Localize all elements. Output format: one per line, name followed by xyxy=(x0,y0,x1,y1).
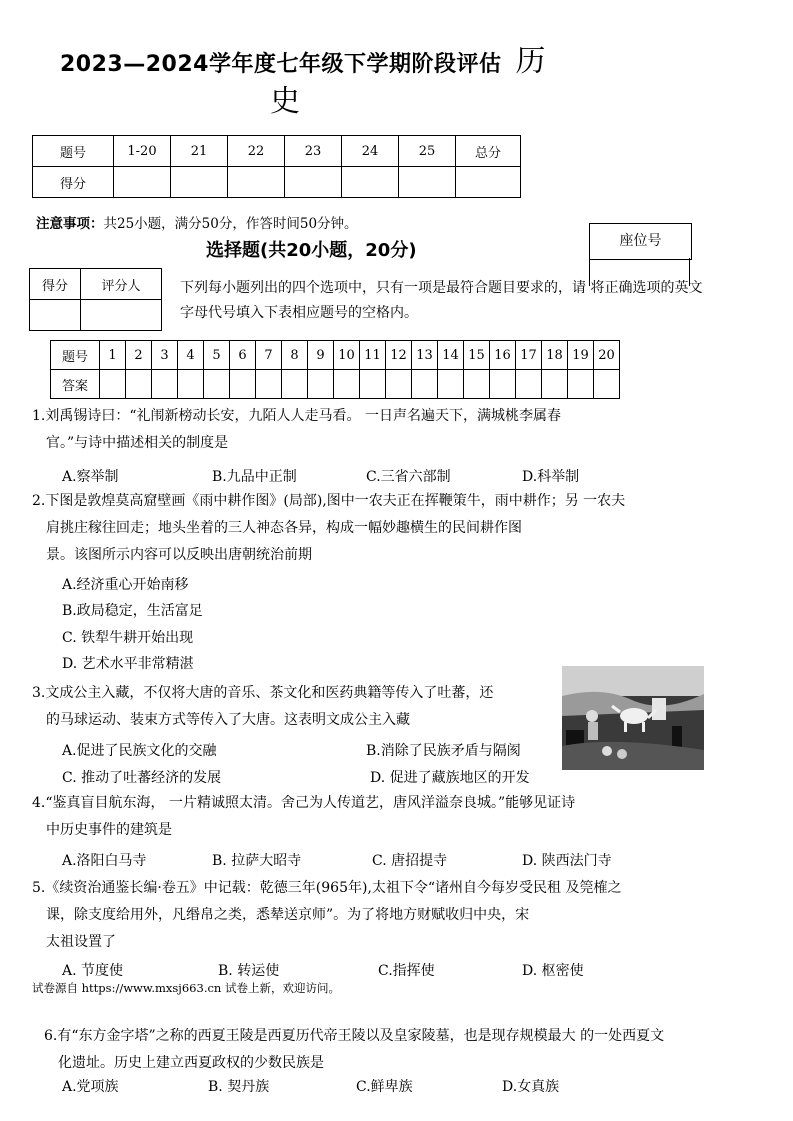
question-1-option-d[interactable]: D.科举制 xyxy=(522,469,580,485)
answer-blank-cell[interactable] xyxy=(204,370,230,399)
answer-number-cell: 9 xyxy=(308,341,334,370)
mural-image xyxy=(562,666,704,770)
answer-number-row xyxy=(51,341,620,370)
question-4-option-b[interactable]: B. 拉萨大昭寺 xyxy=(212,853,302,869)
score-blank[interactable] xyxy=(228,167,285,198)
answer-blank-cell[interactable] xyxy=(100,370,126,399)
question-2-option-a[interactable]: A.经济重心开始南移 xyxy=(62,577,189,593)
answer-blank-cell[interactable] xyxy=(126,370,152,399)
answer-row-label: 题号 xyxy=(51,341,100,370)
answer-blank-cell[interactable] xyxy=(594,370,620,399)
score-blank[interactable] xyxy=(114,167,171,198)
question-2-text: 景。该图所示内容可以反映出唐朝统治前期 xyxy=(46,547,312,563)
answer-blank-cell[interactable] xyxy=(256,370,282,399)
answer-number-cell: 20 xyxy=(594,341,620,370)
answer-number-cell: 17 xyxy=(516,341,542,370)
answer-number-cell: 8 xyxy=(282,341,308,370)
subject-part2: 史 xyxy=(270,84,300,119)
question-1-text: 1.刘禹锡诗曰：“礼闱新榜动长安，九陌人人走马看。 一日声名遍天下，满城桃李属春 xyxy=(32,408,561,424)
score-cell: 21 xyxy=(171,136,228,167)
question-6-option-a[interactable]: A.党项族 xyxy=(62,1079,119,1095)
subject-part1: 历 xyxy=(515,44,546,79)
score-blank[interactable] xyxy=(171,167,228,198)
answer-number-cell: 13 xyxy=(412,341,438,370)
question-5-option-b[interactable]: B. 转运使 xyxy=(218,963,280,979)
question-3-option-d[interactable]: D. 促进了藏族地区的开发 xyxy=(370,770,530,786)
question-5-option-d[interactable]: D. 枢密使 xyxy=(522,963,584,979)
grader-table xyxy=(29,268,162,331)
mural-illustration xyxy=(562,666,704,770)
question-1-option-a[interactable]: A.察举制 xyxy=(62,469,119,485)
title-text: 2023—2024学年度七年级下学期阶段评估 xyxy=(60,52,502,77)
answer-table xyxy=(50,340,620,399)
notice-text: 共25小题，满分50分，作答时间50分钟。 xyxy=(103,216,358,232)
score-cell: 23 xyxy=(285,136,342,167)
question-4-text: 4.“鉴真盲目航东海， 一片精诚照太清。舍己为人传道艺，唐风洋溢奈良城。”能够见证诗 xyxy=(32,795,576,811)
answer-blank-cell[interactable] xyxy=(386,370,412,399)
score-blank[interactable] xyxy=(456,167,521,198)
question-6-option-d[interactable]: D.女真族 xyxy=(502,1079,560,1095)
answer-number-cell: 19 xyxy=(568,341,594,370)
seat-number-box: 座位号 xyxy=(589,223,692,260)
score-cell: 22 xyxy=(228,136,285,167)
answer-blank-cell[interactable] xyxy=(490,370,516,399)
grader-name-blank[interactable] xyxy=(81,300,162,331)
answer-blank-cell[interactable] xyxy=(334,370,360,399)
answer-blank-cell[interactable] xyxy=(282,370,308,399)
answer-blank-cell[interactable] xyxy=(568,370,594,399)
answer-number-cell: 6 xyxy=(230,341,256,370)
question-2-text: 肩挑庄稼往回走；地头坐着的三人神态各异，构成一幅妙趣横生的民间耕作图 xyxy=(46,520,522,536)
score-blank[interactable] xyxy=(285,167,342,198)
question-2-option-c[interactable]: C. 铁犁牛耕开始出现 xyxy=(62,630,194,646)
score-blank[interactable] xyxy=(399,167,456,198)
answer-blank-cell[interactable] xyxy=(178,370,204,399)
answer-blank-cell[interactable] xyxy=(230,370,256,399)
question-2-option-d[interactable]: D. 艺术水平非常精湛 xyxy=(62,656,194,672)
grader-score-blank[interactable] xyxy=(30,300,81,331)
source-footer: 试卷源自 https://www.mxsj663.cn 试卷上新，欢迎访问。 xyxy=(32,981,340,995)
answer-number-cell: 5 xyxy=(204,341,230,370)
answer-blank-cell[interactable] xyxy=(412,370,438,399)
answer-row-label: 答案 xyxy=(51,370,100,399)
answer-number-cell: 4 xyxy=(178,341,204,370)
answer-blank-cell[interactable] xyxy=(360,370,386,399)
score-cell: 25 xyxy=(399,136,456,167)
answer-blank-cell[interactable] xyxy=(464,370,490,399)
answer-number-cell: 16 xyxy=(490,341,516,370)
answer-number-cell: 2 xyxy=(126,341,152,370)
question-3-option-c[interactable]: C. 推动了吐蕃经济的发展 xyxy=(62,770,222,786)
answer-blank-cell[interactable] xyxy=(542,370,568,399)
grader-label-name: 评分人 xyxy=(81,269,162,300)
question-3-option-a[interactable]: A.促进了民族文化的交融 xyxy=(62,743,217,759)
section-title: 选择题(共20小题，20分) xyxy=(206,240,417,261)
answer-blank-cell[interactable] xyxy=(152,370,178,399)
score-cell: 总分 xyxy=(456,136,521,167)
score-row-label: 得分 xyxy=(33,167,114,198)
question-5-text: 太祖设置了 xyxy=(46,934,116,950)
question-4-option-d[interactable]: D. 陕西法门寺 xyxy=(522,853,612,869)
question-6-option-b[interactable]: B. 契丹族 xyxy=(208,1079,270,1095)
answer-number-cell: 14 xyxy=(438,341,464,370)
question-1-option-b[interactable]: B.九品中正制 xyxy=(212,469,297,485)
answer-blank-cell[interactable] xyxy=(308,370,334,399)
question-6-text: 6.有“东方金字塔”之称的西夏王陵是西夏历代帝王陵以及皇家陵墓，也是现存规模最大 的一处西夏文 xyxy=(44,1028,665,1044)
notice xyxy=(36,212,358,232)
answer-blank-row xyxy=(51,370,620,399)
score-table-header-row xyxy=(33,136,521,167)
answer-number-cell: 12 xyxy=(386,341,412,370)
question-6-text: 化遗址。历史上建立西夏政权的少数民族是 xyxy=(58,1055,324,1071)
score-cell: 题号 xyxy=(33,136,114,167)
question-5-option-c[interactable]: C.指挥使 xyxy=(378,963,435,979)
score-table xyxy=(32,135,521,198)
question-2-text: 2.下图是敦煌莫高窟壁画《雨中耕作图》(局部),图中一农夫正在挥鞭策牛，雨中耕作；另 一农夫 xyxy=(32,493,626,509)
question-5-text: 5.《续资治通鉴长编·卷五》中记载：乾德三年(965年),太祖下令“诸州自今每岁受民租 及筦榷之 xyxy=(32,880,622,896)
score-blank[interactable] xyxy=(342,167,399,198)
question-6-option-c[interactable]: C.鲜卑族 xyxy=(356,1079,413,1095)
question-4-option-c[interactable]: C. 唐招提寺 xyxy=(372,853,448,869)
answer-number-cell: 3 xyxy=(152,341,178,370)
question-3-option-b[interactable]: B.消除了民族矛盾与隔阂 xyxy=(366,743,521,759)
answer-number-cell: 18 xyxy=(542,341,568,370)
score-cell: 1-20 xyxy=(114,136,171,167)
answer-blank-cell[interactable] xyxy=(438,370,464,399)
grader-label-score: 得分 xyxy=(30,269,81,300)
question-5-text: 课，除支度给用外，凡缗帛之类，悉辇送京师”。为了将地方财赋收归中央，宋 xyxy=(46,907,530,923)
question-4-text: 中历史事件的建筑是 xyxy=(46,822,172,838)
answer-blank-cell[interactable] xyxy=(516,370,542,399)
notice-label: 注意事项： xyxy=(36,216,104,232)
question-4-option-a[interactable]: A.洛阳白马寺 xyxy=(62,853,147,869)
section-instruction: 下列每小题列出的四个选项中，只有一项是最符合题目要求的，请 将正确选项的英文字母代号填入下表相应题号的空格内。 xyxy=(180,280,703,321)
question-1-text: 官。”与诗中描述相关的制度是 xyxy=(46,435,229,451)
exam-title xyxy=(60,36,546,80)
question-5-option-a[interactable]: A. 节度使 xyxy=(62,963,124,979)
answer-number-cell: 11 xyxy=(360,341,386,370)
answer-number-cell: 7 xyxy=(256,341,282,370)
answer-number-cell: 1 xyxy=(100,341,126,370)
question-3-text: 3.文成公主入藏，不仅将大唐的音乐、茶文化和医药典籍等传入了吐蕃，还 xyxy=(32,685,494,701)
score-cell: 24 xyxy=(342,136,399,167)
question-1-option-c[interactable]: C.三省六部制 xyxy=(366,469,451,485)
question-2-option-b[interactable]: B.政局稳定，生活富足 xyxy=(62,603,203,619)
answer-number-cell: 15 xyxy=(464,341,490,370)
question-3-text: 的马球运动、装束方式等传入了大唐。这表明文成公主入藏 xyxy=(46,712,410,728)
answer-number-cell: 10 xyxy=(334,341,360,370)
score-table-score-row xyxy=(33,167,521,198)
